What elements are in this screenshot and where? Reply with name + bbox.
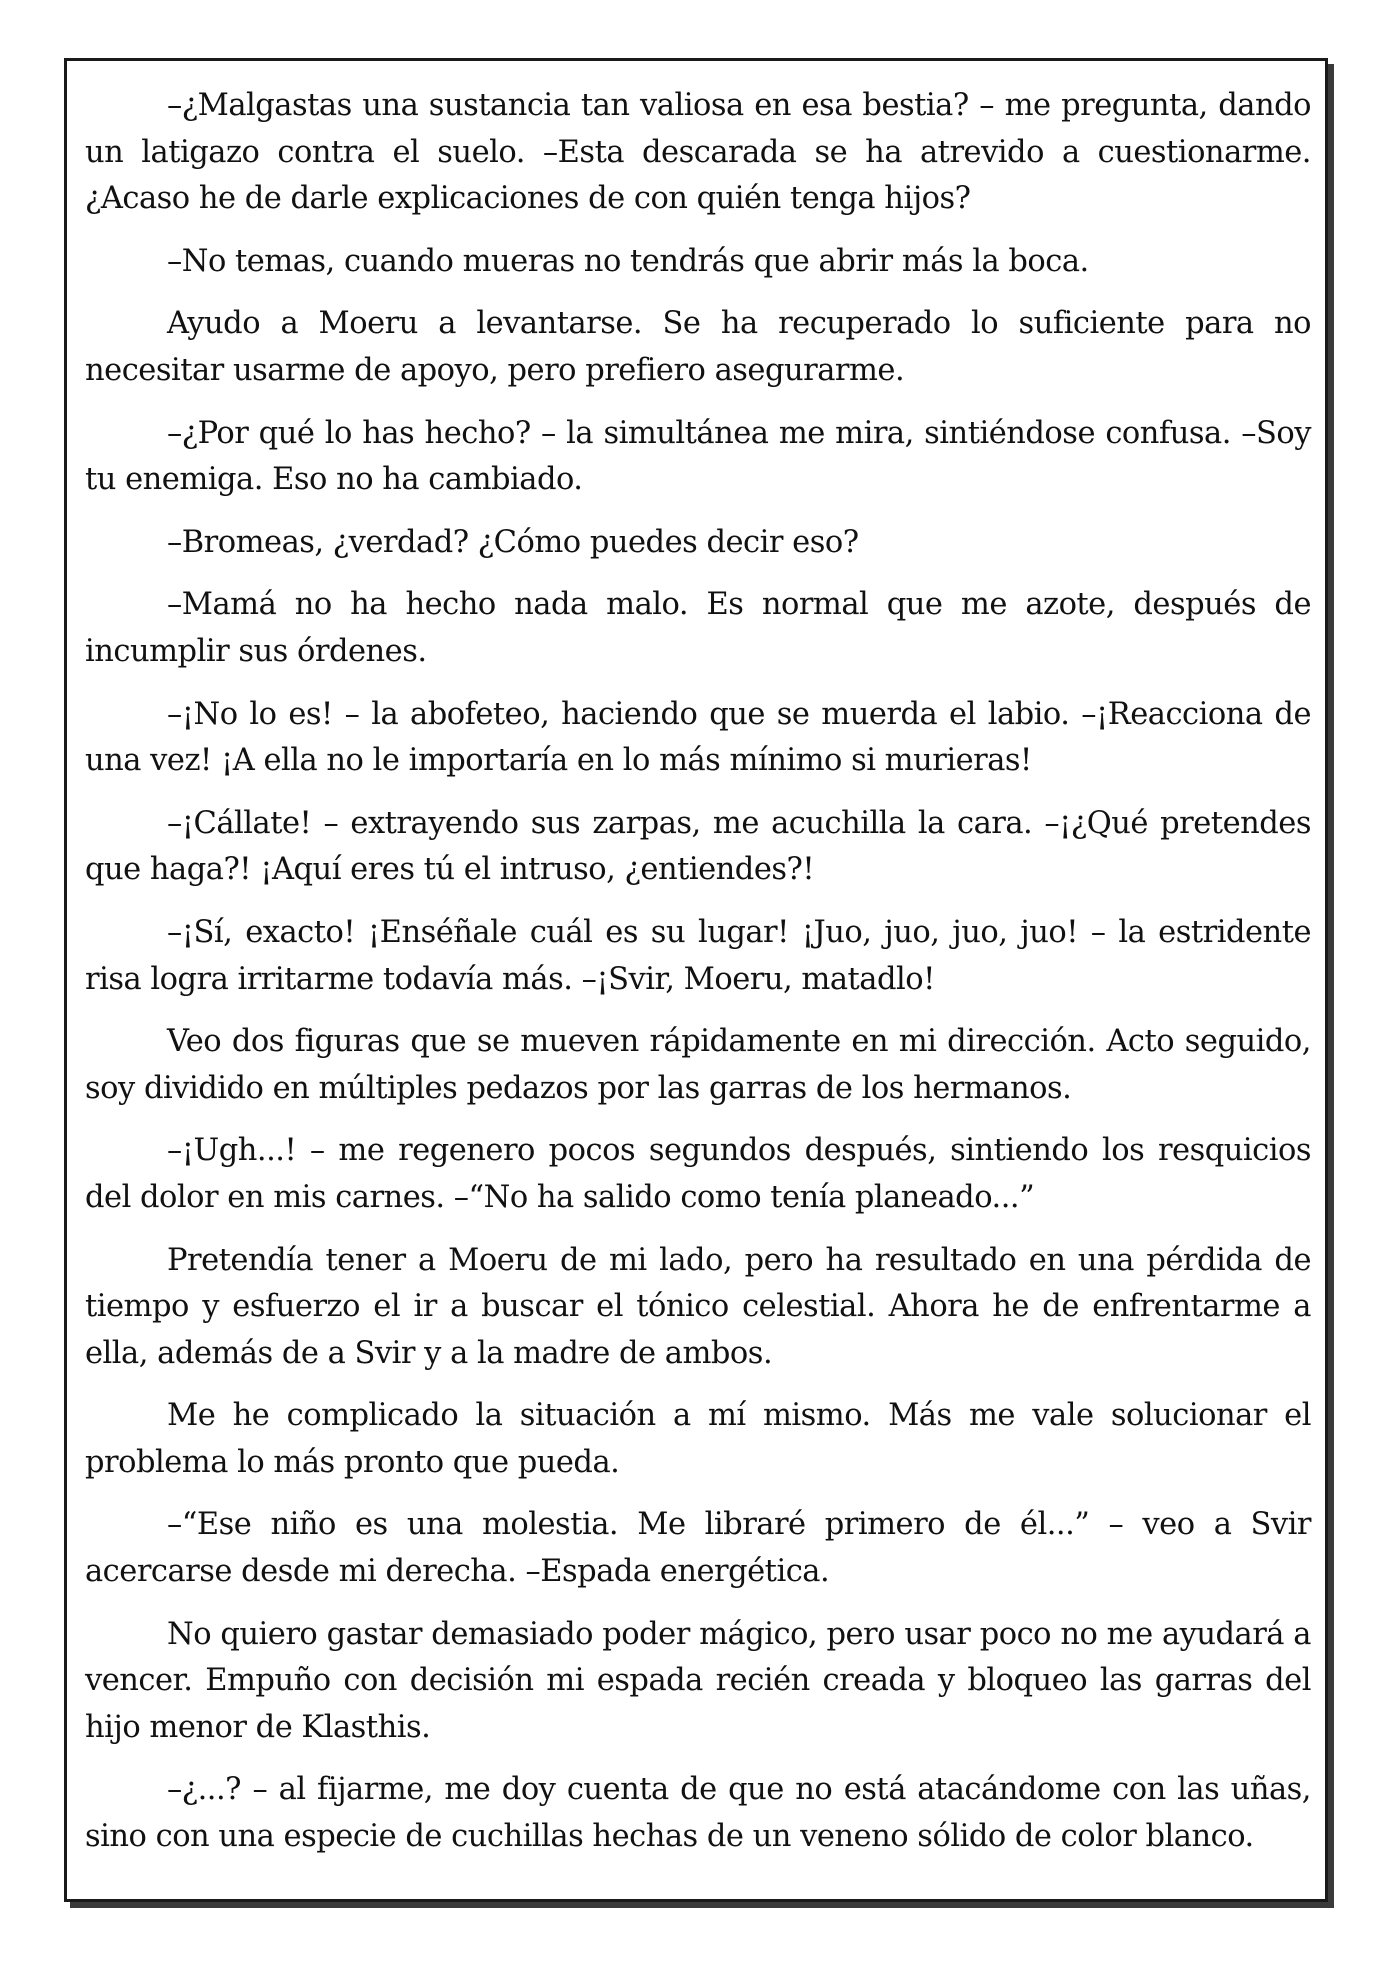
paragraph: –“Ese niño es una molestia. Me libraré primero de él...” – veo a Svir acercarse desde mi derecha. –Espada energética. (85, 1507, 1311, 1589)
paragraph: –¿Malgastas una sustancia tan valiosa en esa bestia? – me pregunta, dando un latigazo contra el suelo. –Esta descarada se ha atrevido a cuestionarme. ¿Acaso he de darle explicaciones de con quién tenga hijos? (85, 88, 1311, 216)
paragraph: Pretendía tener a Moeru de mi lado, pero ha resultado en una pérdida de tiempo y esfuerzo el ir a buscar el tónico celestial. Ahora he de enfrentarme a ella, además de a Svir y a la madre de ambos. (85, 1242, 1311, 1371)
paragraph: –¡Ugh...! – me regenero pocos segundos después, sintiendo los resquicios del dolor en mis carnes. –“No ha salido como tenía planeado...” (85, 1133, 1311, 1215)
paragraph: –¿Por qué lo has hecho? – la simultánea me mira, sintiéndose confusa. –Soy tu enemiga. Eso no ha cambiado. (85, 415, 1311, 498)
page-frame (64, 58, 1328, 1902)
paragraph: Ayudo a Moeru a levantarse. Se ha recuperado lo suficiente para no necesitar usarme de apoyo, pero prefiero asegurarme. (85, 306, 1311, 388)
page-text (85, 83, 1311, 1877)
paragraph: –Mamá no ha hecho nada malo. Es normal que me azote, después de incumplir sus órdenes. (85, 587, 1311, 669)
paragraph: –No temas, cuando mueras no tendrás que abrir más la boca. (167, 243, 1089, 279)
paragraph: Me he complicado la situación a mí mismo. Más me vale solucionar el problema lo más pronto que pueda. (85, 1398, 1311, 1480)
paragraph: No quiero gastar demasiado poder mágico, pero usar poco no me ayudará a vencer. Empuño con decisión mi espada recién creada y bloqueo las garras del hijo menor de Klasthis. (85, 1616, 1311, 1745)
paragraph: –Bromeas, ¿verdad? ¿Cómo puedes decir eso? (167, 524, 859, 560)
paragraph: –¡No lo es! – la abofeteo, haciendo que se muerda el labio. –¡Reacciona de una vez! ¡A ella no le importaría en lo más mínimo si murieras! (85, 696, 1311, 779)
paragraph: Veo dos figuras que se mueven rápidamente en mi dirección. Acto seguido, soy dividido en múltiples pedazos por las garras de los hermanos. (85, 1024, 1311, 1106)
paragraph: –¡Cállate! – extrayendo sus zarpas, me acuchilla la cara. –¡¿Qué pretendes que haga?! ¡Aquí eres tú el intruso, ¿entiendes?! (85, 805, 1311, 888)
paragraph: –¡Sí, exacto! ¡Enséñale cuál es su lugar! ¡Juo, juo, juo, juo! – la estridente risa logra irritarme todavía más. –¡Svir, Moeru, matadlo! (85, 915, 1311, 997)
paragraph: –¿...? – al fijarme, me doy cuenta de que no está atacándome con las uñas, sino con una especie de cuchillas hechas de un veneno sólido de color blanco. (85, 1772, 1311, 1854)
